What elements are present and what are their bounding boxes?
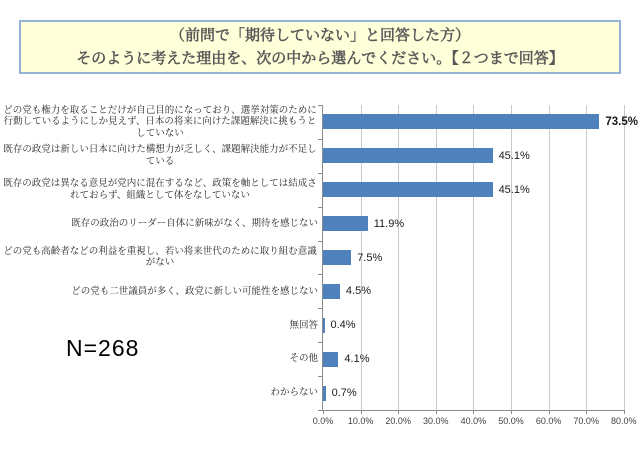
x-tick-label: 10.0% [347,416,374,426]
category-label-text: 既存の政治のリーダー自体に新味がなく、期待を感じない [71,217,318,229]
category-label-text: 既存の政党は新しい日本に向けた構想力が乏しく、課題解決能力が不足している [3,144,317,167]
value-label: 0.7% [331,387,357,400]
gridline [624,105,625,410]
bar [323,114,599,129]
question-title-line1: （前問で「期待していない」と回答した方） [169,27,470,44]
value-label: 45.1% [498,183,530,196]
category-label-text: その他 [289,353,318,365]
sample-size-label: N=268 [66,335,140,361]
value-label: 4.5% [345,285,371,298]
y-axis-tick [318,241,323,242]
x-axis-tick [511,410,512,414]
x-tick-label: 20.0% [385,416,411,426]
category-label [2,274,318,308]
bar [323,318,325,333]
category-label [2,139,318,173]
y-axis-tick [318,342,323,343]
value-label: 7.5% [357,251,383,264]
x-axis-line [318,410,625,411]
category-label [2,173,318,207]
value-label: 11.9% [373,217,405,230]
bar [323,284,340,299]
y-axis-tick [318,139,323,140]
value-label: 4.1% [344,353,370,366]
gridline [549,105,550,410]
bar [323,216,368,231]
x-axis-tick [586,410,587,414]
horizontal-bar-chart [0,90,640,440]
x-axis-tick [361,410,362,414]
y-axis-tick [318,173,323,174]
x-tick-label: 80.0% [611,416,637,426]
category-label-text: 無回答 [289,319,318,331]
category-label [2,376,318,410]
category-label [2,105,318,139]
bar [323,352,338,367]
x-tick-label: 40.0% [460,416,487,426]
category-label [2,308,318,342]
x-axis-tick [323,410,324,414]
value-label: 0.4% [330,319,356,332]
category-label [2,342,318,376]
bar [323,250,351,265]
category-label-text: 既存の政党は異なる意見が党内に混在するなど、政策を軸としては結成されておらず、組織として体をなしていない [3,178,317,201]
y-axis-tick [318,105,323,106]
category-label-text: わからない [270,387,318,399]
x-tick-label: 50.0% [498,416,524,426]
x-tick-label: 30.0% [423,416,449,426]
x-tick-label: 70.0% [573,416,599,426]
bar [323,148,493,163]
y-axis-tick [318,308,323,309]
question-title-line2: そのように考えた理由を、次の中から選んでください。【２つまで回答】 [76,50,564,67]
x-axis-tick [624,410,625,414]
value-label: 45.1% [498,149,530,162]
bar [323,386,326,401]
value-label: 73.5% [605,115,638,128]
gridline [586,105,587,410]
y-axis-tick [318,376,323,377]
question-title-box [19,20,621,74]
bar [323,182,493,197]
x-tick-label: 60.0% [535,416,562,426]
x-axis-tick [436,410,437,414]
category-label-text: どの党も二世議員が多く、政党に新しい可能性を感じない [71,285,318,297]
x-axis-tick [473,410,474,414]
category-label-text: どの党も高齢者などの利益を重視し、若い将来世代のために取り組む意識がない [3,245,317,269]
y-axis-tick [318,274,323,275]
x-axis-tick [549,410,550,414]
category-label [2,207,318,241]
x-tick-label: 0.0% [312,416,334,426]
y-axis-tick [318,207,323,208]
category-label-text: どの党も権力を取ることだけが自己目的になっており、選挙対策のために行動しているようにしか見えず、日本の将来に向けた課題解決に挑もうとしていない [3,104,317,139]
category-label [2,241,318,275]
x-axis-tick [398,410,399,414]
